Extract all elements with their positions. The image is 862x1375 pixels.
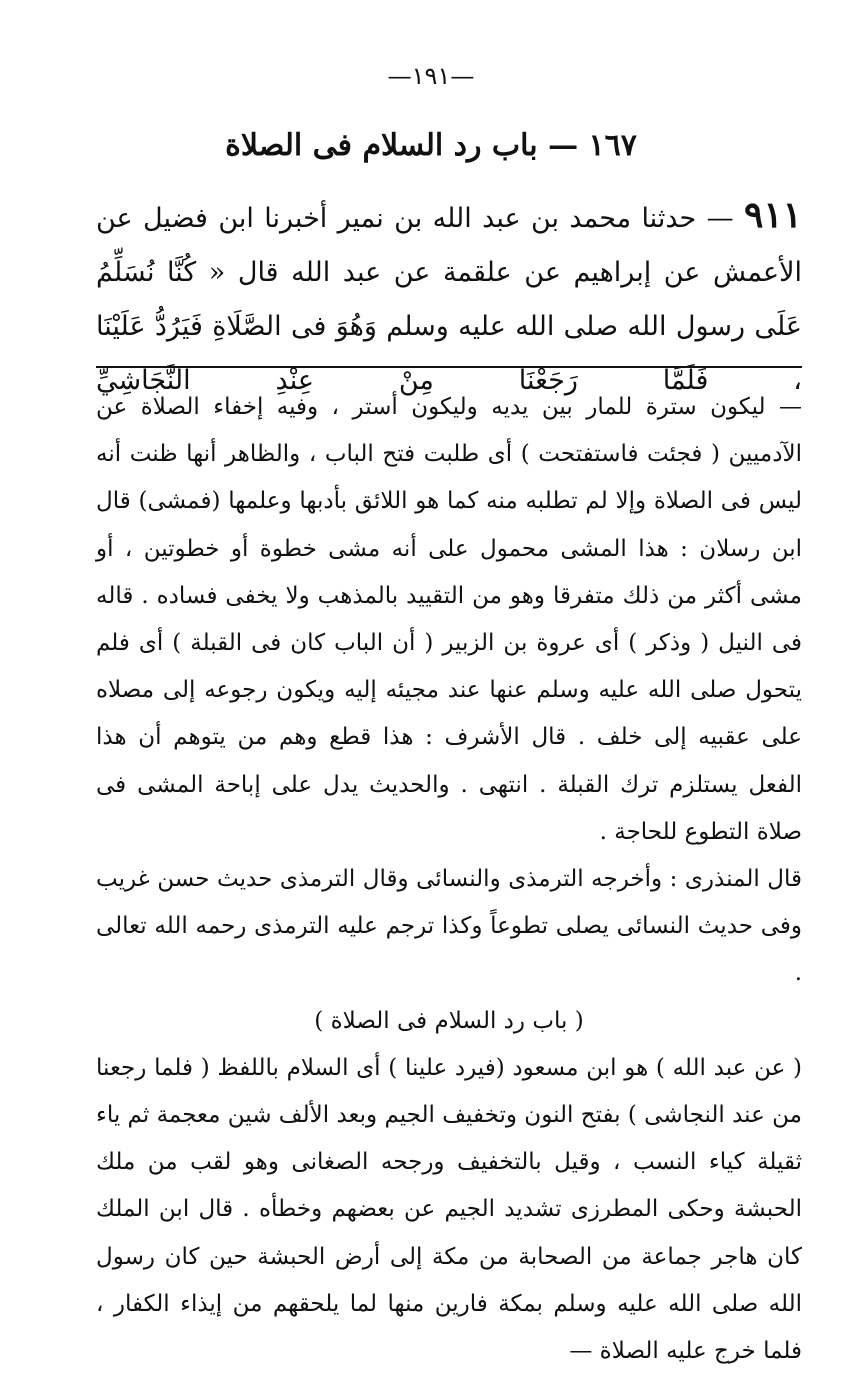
- commentary-paragraph: قال المنذرى : وأخرجه الترمذى والنسائى وقال الترمذى حديث حسن غريب وفى حديث النسائى يصلى تطوعاً وكذا ترجم عليه الترمذى رحمه الله تعالى .: [96, 866, 802, 987]
- page-number: —١٩١—: [387, 62, 475, 90]
- footnote-divider: [96, 366, 802, 368]
- hadith-number: ٩١١: [743, 194, 802, 236]
- hadith-text-block: [96, 188, 802, 408]
- commentary-sub-heading: ( باب رد السلام فى الصلاة ): [314, 1007, 584, 1034]
- commentary-block: [96, 384, 802, 1375]
- hadith-text: — حدثنا محمد بن عبد الله بن نمير أخبرنا ابن فضيل عن الأعمش عن إبراهيم عن علقمة عن عبد الله قال « كُنَّا نُسَلِّمُ عَلَى رسول الله صلى الله عليه وسلم وَهُوَ فى الصَّلَاةِ فَيَرُدُّ عَلَيْنَا ، فَلَمَّا رَجَعْنَا مِنْ عِنْدِ النَّجَاشِيِّ: [96, 203, 802, 396]
- commentary-paragraph: — ليكون سترة للمار بين يديه وليكون أستر ، وفيه إخفاء الصلاة عن الآدميين ( فجئت فاستفتحت ) أى طلبت فتح الباب ، والظاهر أنها ظنت أنه ليس فى الصلاة وإلا لم تطلبه منه كما هو اللائق بأدبها وعلمها (فمشى) قال ابن رسلان : هذا المشى محمول على أنه مشى خطوة أو خطوتين ، أو مشى أكثر من ذلك متفرقا وهو من التقييد بالمذهب ولا يخفى فساده . قاله فى النيل ( وذكر ) أى عروة بن الزبير ( أن الباب كان فى القبلة ) أى فلم يتحول صلى الله عليه وسلم عنها عند مجيئه إليه ويكون رجوعه إلى مصلاه على عقبيه إلى خلف . قال الأشرف : هذا قطع وهم من يتوهم أن هذا الفعل يستلزم ترك القبلة . انتهى . والحديث يدل على إباحة المشى فى صلاة التطوع للحاجة .: [96, 394, 802, 845]
- commentary-paragraph: ( عن عبد الله ) هو ابن مسعود (فيرد علينا ) أى السلام باللفظ ( فلما رجعنا من عند النجاشى ) بفتح النون وتخفيف الجيم وبعد الألف شين معجمة ثم ياء ثقيلة كياء النسب ، وقيل بالتخفيف ورجحه الصغانى وهو لقب من ملك الحبشة وحكى المطرزى تشديد الجيم عن بعضهم وخطأه . قال ابن الملك كان هاجر جماعة من الصحابة من مكة إلى أرض الحبشة حين كان رسول الله صلى الله عليه وسلم بمكة فارين منها لما يلحقهم من إيذاء الكفار ، فلما خرج عليه الصلاة —: [96, 1054, 802, 1365]
- chapter-title: ١٦٧ — باب رد السلام فى الصلاة: [225, 128, 637, 163]
